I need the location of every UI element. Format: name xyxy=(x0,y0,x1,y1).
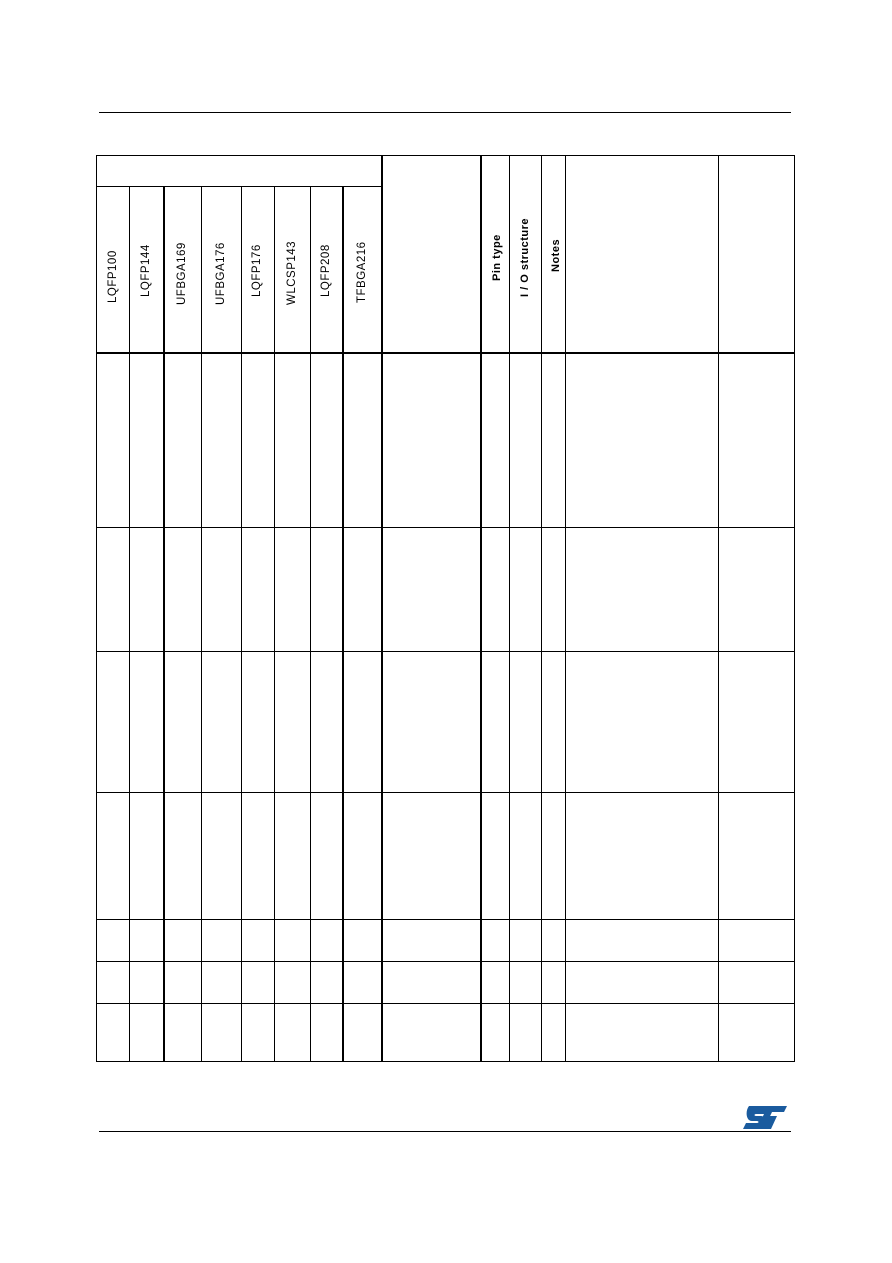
col-sep-13 xyxy=(718,155,719,1062)
col-sep-4 xyxy=(241,186,242,1062)
row-sep-4 xyxy=(96,919,795,920)
page-bottom-rule xyxy=(99,1131,791,1132)
header-pin-type: Pin type xyxy=(491,234,503,281)
table-right-border xyxy=(794,155,795,1062)
row-sep-3 xyxy=(96,792,795,793)
row-sep-6 xyxy=(96,1003,795,1004)
col-sep-1 xyxy=(129,186,130,1062)
header-notes: Notes xyxy=(550,238,562,272)
header-io-structure: I / O structure xyxy=(519,217,531,297)
col-sep-9 xyxy=(480,155,482,1062)
col-sep-6 xyxy=(310,186,311,1062)
row-sep-5 xyxy=(96,961,795,962)
table-left-border xyxy=(96,155,97,1062)
col-sep-11 xyxy=(541,155,542,1062)
col-sep-2 xyxy=(163,186,165,1062)
header-lqfp176: LQFP176 xyxy=(251,244,263,297)
col-sep-3 xyxy=(201,186,202,1062)
row-sep-2 xyxy=(96,651,795,652)
header-tfbga216: TFBGA216 xyxy=(356,241,368,303)
table-top-border xyxy=(96,155,795,156)
col-sep-7 xyxy=(342,186,344,1062)
header-ufbga169: UFBGA169 xyxy=(176,242,188,305)
header-lqfp208: LQFP208 xyxy=(320,244,332,297)
package-group-divider xyxy=(96,186,382,187)
header-lqfp100: LQFP100 xyxy=(107,250,119,303)
col-sep-12 xyxy=(565,155,566,1062)
col-sep-10 xyxy=(509,155,510,1062)
header-lqfp144: LQFP144 xyxy=(140,244,152,297)
header-ufbga176: UFBGA176 xyxy=(215,242,227,305)
row-sep-1 xyxy=(96,527,795,528)
page-top-rule xyxy=(99,112,791,113)
col-sep-8 xyxy=(381,155,383,1062)
col-sep-5 xyxy=(274,186,275,1062)
header-wlcsp143: WLCSP143 xyxy=(286,240,298,305)
st-logo xyxy=(742,1104,788,1130)
